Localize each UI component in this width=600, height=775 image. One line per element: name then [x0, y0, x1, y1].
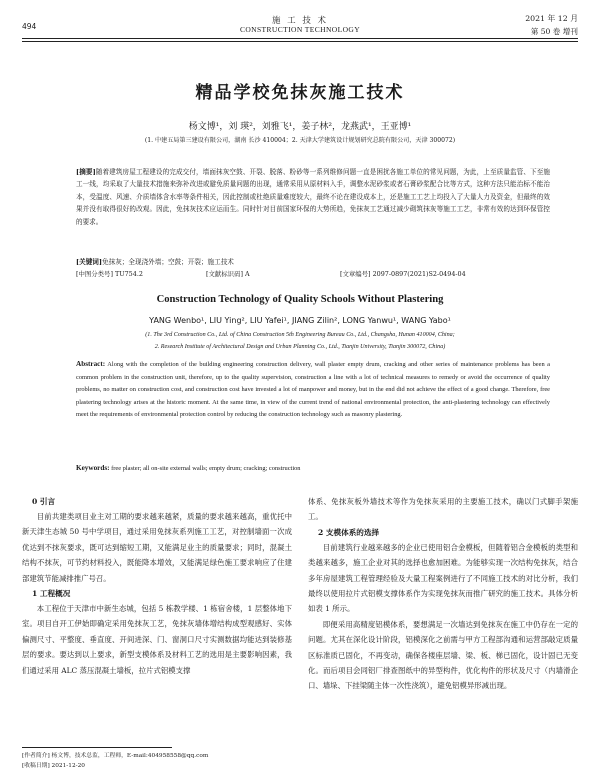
keywords-en-text: free plaster; all on-site external walls; empty drum; cracking; construction — [111, 465, 301, 472]
issue-date: 2021 年 12 月 — [525, 14, 578, 23]
footnote-rule — [22, 747, 172, 748]
section-2-heading: 2 支模体系的选择 — [318, 527, 380, 537]
continued-paragraph: 体系、免抹灰板外墙技术等作为免抹灰采用的主要施工技术，确以门式脚手架施工。 — [308, 497, 578, 522]
section-2-paragraph-2: 即便采用高精度铝模体系，要想满足一次墙达到免抹灰在施工中仍存在一定的问题。尤其在深化设计阶段，铝模深化之前需与甲方工程部沟通和运营部敲定质量区标准质已固化，不再变动，确保各楼座层墙、梁、板、梯已固化，设计固已无变化。而后项目会同铝厂排查图纸中的异型构件，优化构件的形状及尺寸（内墙滑企口、墙垛、下挂梁随主体一次性浇筑），避免铝模异形减出现。 — [308, 619, 578, 691]
affiliation-en-1: (1. The 3rd Construction Co., Ltd. of China Construction 5th Engineering Bureau Co., Ltd., Changsha, Hunan 410004, China; — [145, 332, 455, 338]
section-0-heading: 0 引言 — [32, 497, 56, 506]
article-title-cn: 精品学校免抹灰施工技术 — [195, 83, 405, 103]
header-rule-bottom — [22, 41, 578, 42]
header-rule-top — [22, 38, 578, 39]
affiliation-en-2: 2. Research Institute of Architectural Design and Urban Planning Co., Ltd., Tianjin University, Tianjin 300072, China) — [154, 344, 446, 350]
keywords-cn — [76, 256, 550, 268]
clc-number: [中图分类号] TU754.2 — [76, 270, 143, 278]
authors-cn: 杨文博¹，刘 瑛²，刘雅飞¹，姜子林²，龙燕武¹，王亚博¹ — [188, 122, 412, 132]
journal-title-en: CONSTRUCTION TECHNOLOGY — [239, 25, 361, 34]
keywords-en — [76, 462, 550, 476]
keywords-cn-label: [关键词] — [76, 258, 103, 266]
page-number: 494 — [22, 22, 37, 31]
section-2-paragraph-1: 目前建筑行业越来越多的企业已使用铝合金模板，但随着铝合金模板的类型和类越来越多，施工企业对其的选择也愈加困难。为能够实现一次结构免抹灰，结合多年房屋建筑工程管理经验及大量工程案例进行了不同施工技术的对比分析，我们最终以使用拉片式铝模支撑体系作为实现免抹灰而推广研究的施工技术。具体分析如表 1 所示。 — [308, 542, 578, 614]
body-column-right — [308, 494, 578, 694]
body-column-left — [22, 494, 292, 678]
affiliations-cn: (1. 中建五局第三建设有限公司，湖南 长沙 410004；2. 天津大学建筑设计规划研究总院有限公司，天津 300072) — [144, 137, 456, 144]
article-number: [文章编号] 2097-0897(2021)S2-0494-04 — [340, 270, 466, 278]
abstract-cn-label: [摘要] — [76, 168, 96, 176]
issue-volume: 第 50 卷 增刊 — [530, 27, 578, 36]
document-code: [文献标识码] A — [206, 270, 250, 278]
abstract-cn — [76, 166, 550, 228]
abstract-cn-text: 随着建筑房屋工程建设的完成交付，墙面抹灰空鼓、开裂、脱落、粉砂等一系列维修问题一直是困扰各施工单位的常见问题，为此，上至质量监管、下至施工一线，均采取了大量技术措施来弥补改进或避免质量问题的出现，通常采用从原材料入手，调整水泥砂浆或者石膏砂浆配合比等方式，这种方法只能治标不能治本，受温度、风速、介质墙体含水率等条件相关，因此控制或杜绝质量难度较大，最终不论在建设成本上，还是施工工艺上均投入了大量人力及资金，但最终的效果并没有取得很好的改观。因此，免抹灰技术应运而生。同时针对目前国家环保的大势所趋，免抹灰工艺通过减少砌筑抹灰等施工工艺，非常有效的达到环保管控的要求。 — [76, 168, 551, 226]
section-1-heading: 1 工程概况 — [32, 589, 71, 599]
journal-title-cn: 施 工 技 术 — [271, 16, 329, 26]
keywords-cn-text: 免抹灰；全现浇外墙；空鼓；开裂；施工技术 — [102, 258, 234, 266]
keywords-en-label: Keywords: — [76, 464, 110, 472]
section-1-paragraph: 本工程位于天津市中新生态城，包括 5 栋教学楼、1 栋宿舍楼，1 层整体地下室。项目自开工伊始即确定采用免抹灰工艺，免抹灰墙体增结构成型观感好、实体偏测尺寸、平整度、垂直度、开间进深、门、窗洞口尺寸实测数据均能达到装修基层的要求。要达到以上要求，新型支模体系及材料工艺的选用是主要影响因素，我们通过采用 ALC 蒸压混凝土墙板，拉片式铝模支撑 — [22, 604, 292, 675]
abstract-en-label: Abstract: — [76, 360, 106, 368]
abstract-en — [76, 358, 550, 422]
authors-en: YANG Wenbo¹, LIU Ying², LIU Yafei¹, JIANG Zilin², LONG Yanwu¹, WANG Yabo¹ — [149, 316, 451, 325]
article-title-en: Construction Technology of Quality Schools Without Plastering — [156, 294, 444, 305]
footnote-received: [收稿日期] 2021-12-20 — [22, 763, 85, 769]
abstract-en-text: Along with the completion of the building engineering construction delivery, wall plaster empty drum, cracking and other series of maintenance problems has been a common problem in the construction unit, therefore, up to the quality supervision, construction a line with a lot of technical measures to remedy or avoid the occurrence of quality problems, no matter on construction cost, and construction cost have invested a lot of manpower and money, but in the end did not achieve the effect of a good change. Therefore, free plastering technology arises at the historic moment. At the same time, in view of the current trend of national environmental protection, the anti-plastering technology can effectively meet the requirements of environmental protection control by reducing the construction technology such as masonry plastering. — [76, 361, 550, 419]
footnote-author: [作者简介] 杨文博，技术总监，工程师，E-mail:404958558@qq.com — [22, 753, 209, 759]
section-0-paragraph: 目前共建类项目业主对工期的要求越来越紧，质量的要求越来越高，重优托中新天津生态城 50 号中学项目，通过采用免抹灰系列施工工艺，对控制墙面一次成优达到不抹灰要求，既可达到缩短工期，又能满足业主的质量要求；同时，混凝土结构不抹灰，可节约材料投入，既能降本增效，又能满足绿色施工要求响应了住建部建筑节能减排推广号召。 — [22, 512, 292, 583]
